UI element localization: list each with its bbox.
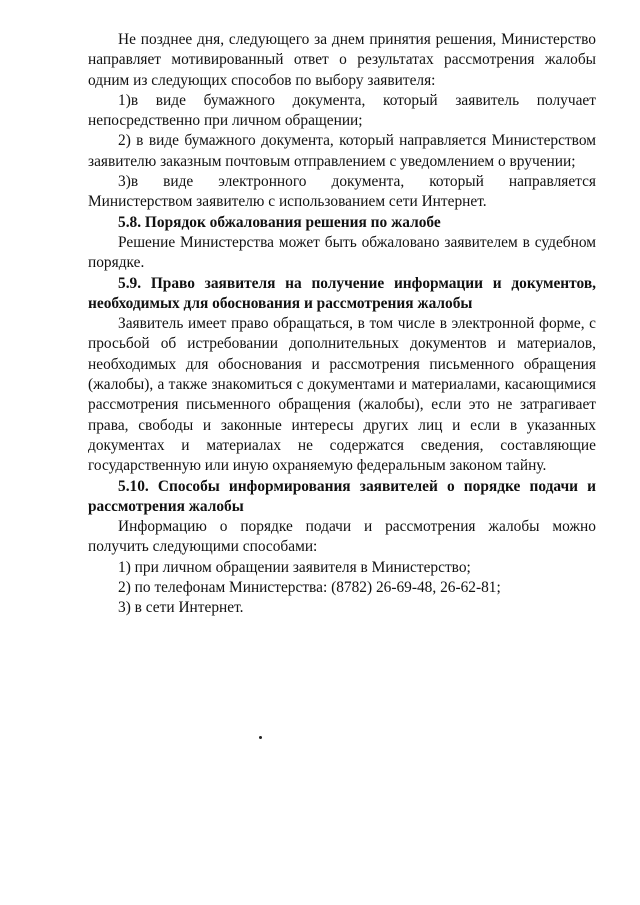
section-heading-5-8: 5.8. Порядок обжалования решения по жалобе [118, 213, 441, 231]
paragraph-response-deadline: Не позднее дня, следующего за днем принятия решения, Министерство направляет мотивированный ответ о результатах рассмотрения жалобы одним из следующих способов по выбору заявителя: [88, 31, 596, 89]
paragraph-applicant-rights: Заявитель имеет право обращаться, в том числе в электронной форме, с просьбой об истребовании дополнительных документов и материалов, необходимых для обоснования и рассмотрения письменного обращения (жалобы), а также знакомиться с документами и материалами, касающимися рассмотрения письменного обращения (жалобы), если это не затрагивает права, свободы и законные интересы других лиц и если в указанных документах и материалах не содержатся сведения, составляющие государственную или иную охраняемую федеральным законом тайну. [88, 315, 596, 475]
stray-dot-mark [259, 736, 262, 739]
list-item-paper-mail: 2) в виде бумажного документа, который направляется Министерством заявителю заказным почтовым отправлением с уведомлением о вручении; [88, 132, 596, 170]
section-heading-5-9: 5.9. Право заявителя на получение информации и документов, необходимых для обоснования и рассмотрения жалобы [88, 274, 596, 312]
list-item-electronic: 3)в виде электронного документа, который направляется Министерством заявителю с использованием сети Интернет. [88, 173, 596, 211]
section-heading-5-10: 5.10. Способы информирования заявителей о порядке подачи и рассмотрения жалобы [88, 477, 596, 515]
list-item-phone: 2) по телефонам Министерства: (8782) 26-69-48, 26-62-81; [118, 579, 501, 597]
document-page [88, 30, 596, 619]
list-item-paper-personal: 1)в виде бумажного документа, который заявитель получает непосредственно при личном обращении; [88, 91, 596, 130]
list-item-personal-visit: 1) при личном обращении заявителя в Министерство; [118, 558, 471, 576]
paragraph-info-methods: Информацию о порядке подачи и рассмотрения жалобы можно получить следующими способами: [88, 518, 596, 556]
paragraph-court-appeal: Решение Министерства может быть обжаловано заявителем в судебном порядке. [88, 233, 596, 272]
list-item-internet: 3) в сети Интернет. [118, 599, 244, 617]
